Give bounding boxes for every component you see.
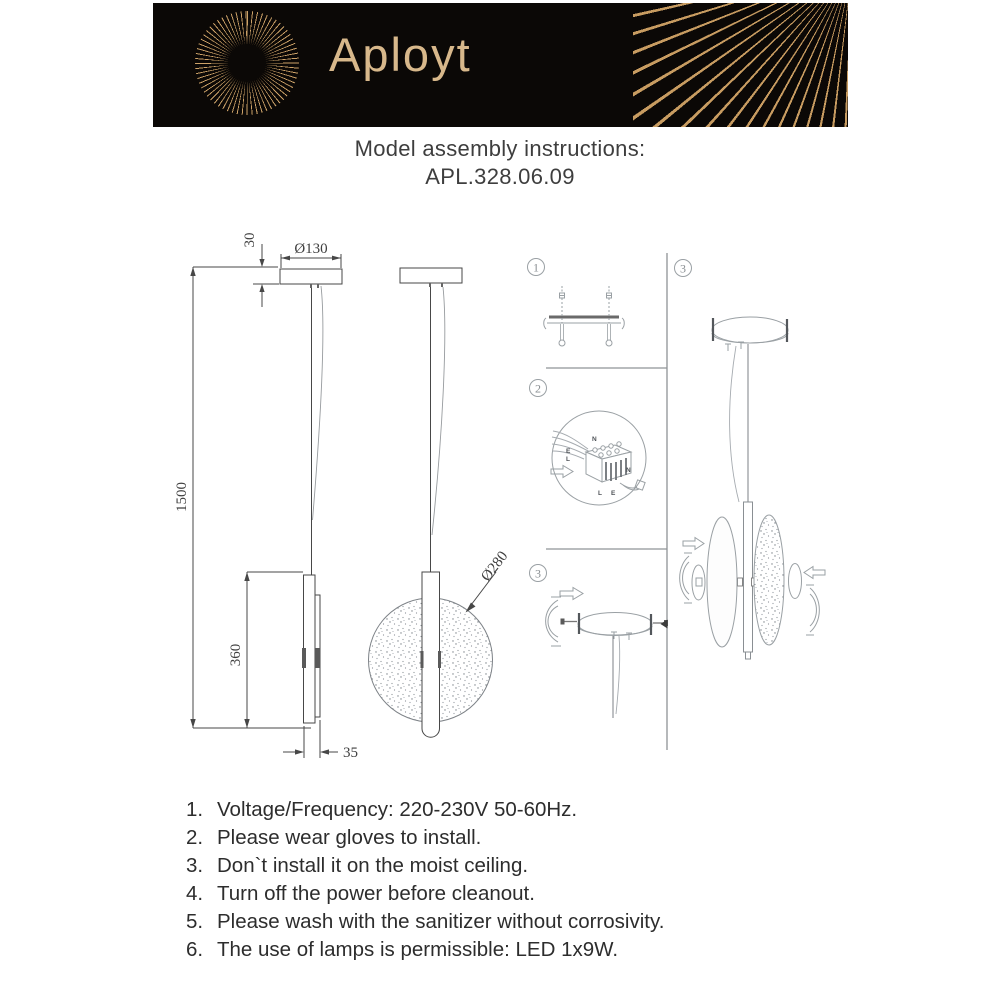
instruction-text: Please wash with the sanitizer without corrosivity. bbox=[217, 910, 665, 933]
step2-panel bbox=[530, 380, 647, 506]
instruction-item bbox=[186, 880, 664, 908]
step1-number: 1 bbox=[533, 260, 539, 275]
fixing-ring-left bbox=[692, 565, 705, 600]
direction-arrow-icon bbox=[804, 567, 825, 579]
wire-label-n-top: N bbox=[592, 436, 597, 443]
panel-dividers bbox=[546, 253, 667, 750]
instruction-list bbox=[186, 796, 664, 964]
dim-canopy-diameter-label: Ø130 bbox=[294, 241, 328, 257]
step1-panel bbox=[528, 259, 625, 347]
direction-arrow-icon bbox=[560, 588, 583, 600]
instruction-item bbox=[186, 936, 664, 964]
lamp-bar bbox=[744, 502, 753, 652]
step4-number: 3 bbox=[680, 261, 686, 276]
dim-body-height-label: 360 bbox=[228, 643, 244, 667]
instruction-number: 2. bbox=[186, 826, 204, 849]
page-title: Model assembly instructions: bbox=[354, 136, 646, 161]
wire-label-n-right: N bbox=[626, 467, 631, 474]
side-view-drawing bbox=[174, 233, 358, 762]
instruction-text: Please wear gloves to install. bbox=[217, 826, 482, 849]
dim-body-depth-label: 35 bbox=[343, 745, 358, 761]
canopy-assembled bbox=[712, 317, 788, 343]
instruction-text: Voltage/Frequency: 220-230V 50-60Hz. bbox=[217, 798, 578, 821]
canopy-side bbox=[280, 269, 342, 284]
front-view-drawing bbox=[369, 268, 512, 737]
step3-number: 3 bbox=[535, 566, 541, 581]
instruction-number: 5. bbox=[186, 910, 204, 933]
instruction-item bbox=[186, 796, 664, 824]
instruction-number: 3. bbox=[186, 854, 204, 877]
instruction-item bbox=[186, 852, 664, 880]
instruction-item bbox=[186, 908, 664, 936]
brand-name: Aployt bbox=[329, 28, 472, 81]
direction-arrow-icon bbox=[683, 538, 704, 550]
instruction-text: Don`t install it on the moist ceiling. bbox=[217, 854, 529, 877]
assembly-diagram bbox=[150, 205, 860, 790]
wire-label-l-left: L bbox=[566, 456, 570, 463]
terminal-block bbox=[586, 442, 645, 490]
lamp-body-front bbox=[422, 572, 440, 737]
wire-label-l-bottom: L bbox=[598, 490, 602, 497]
dim-disc-diameter-label: Ø280 bbox=[478, 548, 512, 585]
canopy-front bbox=[400, 268, 462, 283]
diffuser-disc bbox=[707, 517, 737, 647]
glass-disc-exploded bbox=[754, 515, 784, 645]
header-banner bbox=[153, 3, 848, 127]
wire-label-e-left: E bbox=[566, 448, 571, 455]
instruction-number: 4. bbox=[186, 882, 204, 905]
instruction-item bbox=[186, 824, 664, 852]
dim-drop-height-label: 1500 bbox=[174, 482, 190, 512]
step3-panel bbox=[530, 565, 669, 719]
model-number: APL.328.06.09 bbox=[425, 164, 575, 189]
instruction-number: 1. bbox=[186, 798, 204, 821]
instruction-text: The use of lamps is permissible: LED 1x9W. bbox=[217, 938, 619, 961]
corner-rays-decoration bbox=[633, 3, 848, 127]
fixing-ring-right bbox=[789, 564, 802, 599]
step2-number: 2 bbox=[535, 381, 541, 396]
sunburst-logo-icon bbox=[195, 11, 299, 115]
instruction-number: 6. bbox=[186, 938, 204, 961]
instruction-text: Turn off the power before cleanout. bbox=[217, 882, 535, 905]
wire-label-e-bottom: E bbox=[611, 490, 616, 497]
step4-panel bbox=[661, 260, 826, 660]
dim-canopy-thickness-label: 30 bbox=[242, 232, 258, 248]
